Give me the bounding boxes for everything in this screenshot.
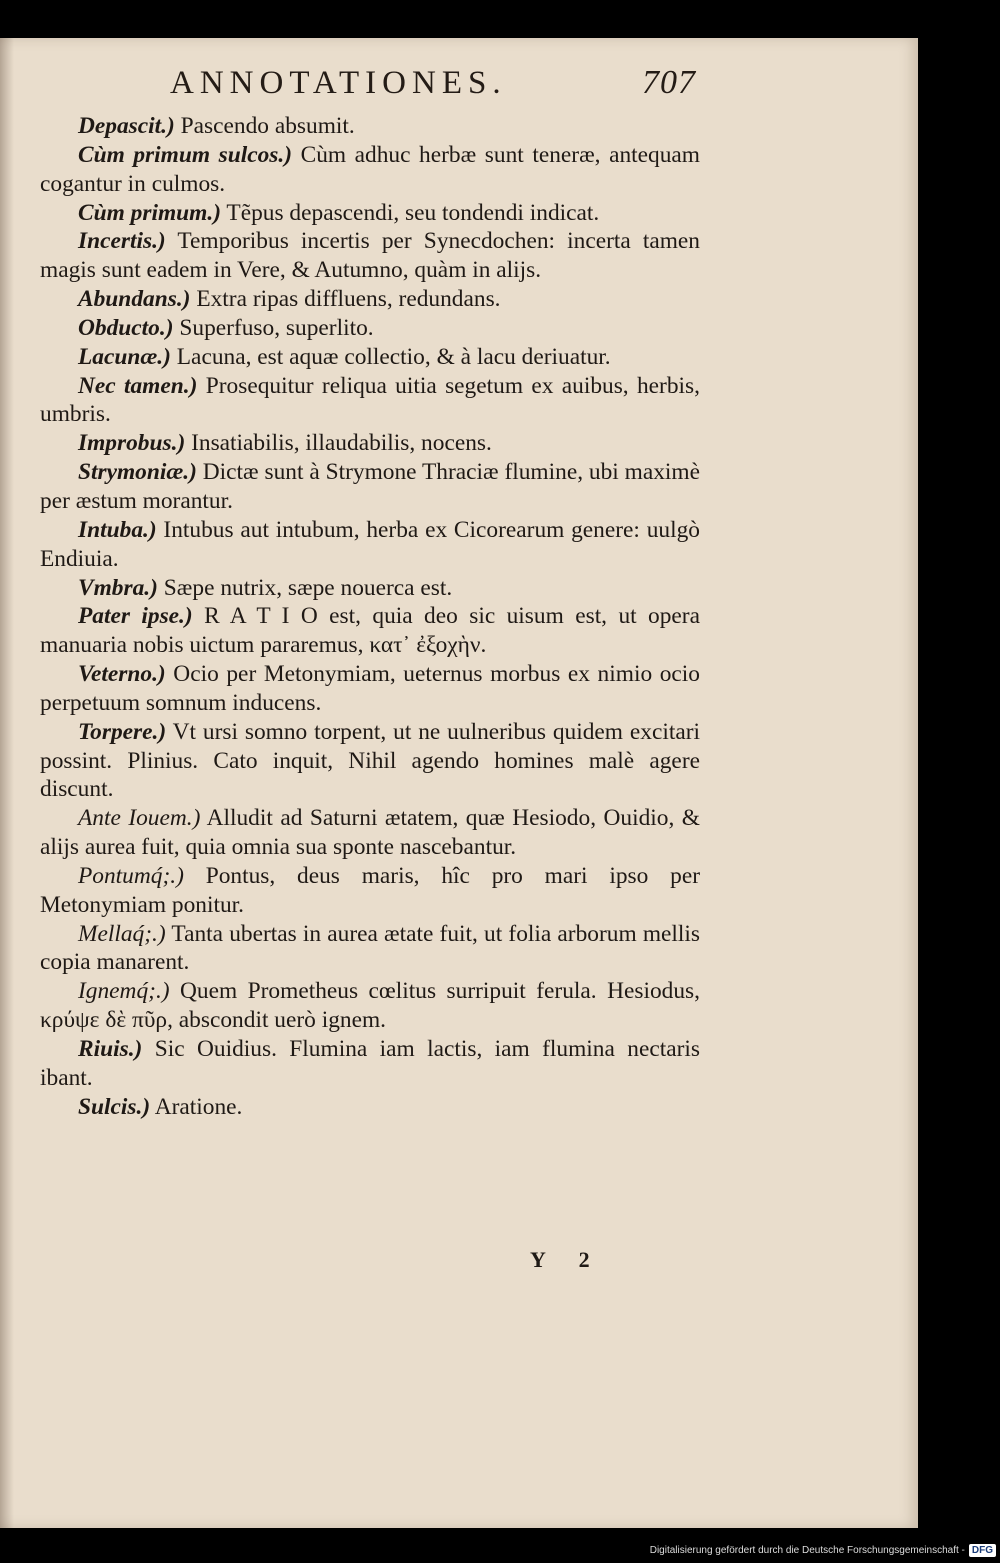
gloss: Tanta ubertas in aurea ætate fuit, ut folia arborum mellis copia manarent. [40,920,700,976]
annotation-entry [40,227,700,285]
running-head [170,64,696,102]
gloss: Quem Prometheus cœlitus surripuit ferula. Hesiodus, κρύψε δὲ πῦρ, abscondit uerò ignem. [40,978,700,1034]
lemma: Incertis.) [78,228,166,255]
dfg-logo: DFG [969,1544,996,1557]
gloss: Dictæ sunt à Strymone Thraciæ flumine, ubi maximè per æstum morantur. [40,459,700,514]
gloss: Sæpe nutrix, sæpe nouerca est. [157,574,453,601]
annotation-entry [40,458,700,516]
annotation-entry [40,804,700,862]
lemma: Vmbra.) [78,574,158,601]
signature-mark: Y 2 [530,1247,604,1272]
gloss: Prosequitur reliqua uitia segetum ex auibus, herbis, umbris. [40,372,700,428]
book-page [0,38,918,1528]
gloss: Alludit ad Saturni ætatem, quæ Hesiodo, Ouidio, & alijs aurea fuit, quia omnia sua sponte nascebantur. [40,805,700,861]
lemma: Torpere.) [78,718,167,745]
annotation-entry [40,141,700,199]
annotation-entry [40,112,700,141]
gloss: R A T I O est, quia deo sic uisum est, ut opera manuaria nobis uictum pararemus, κατ᾽ ἐξοχὴν. [40,603,700,659]
annotation-entry [40,574,700,603]
running-head-title: ANNOTATIONES. [170,65,507,101]
annotation-entry [40,314,700,343]
gloss: Intubus aut intubum, herba ex Cicorearum genere: uulgò Endiuia. [40,516,700,572]
annotation-entry [40,343,700,372]
lemma: Obducto.) [78,314,174,341]
lemma: Depascit.) [78,113,175,139]
gloss: Aratione. [150,1093,243,1120]
annotation-entry [40,920,700,978]
lemma: Ante Iouem.) [78,805,201,832]
footer-credit: Digitalisierung gefördert durch die Deutsche Forschungsgemeinschaft - [649,1545,965,1556]
lemma: Sulcis.) [78,1093,151,1120]
lemma: Ignemq́;.) [78,978,170,1005]
gloss: Ocio per Metonymiam, ueternus morbus ex nimio ocio perpetuum somnum inducens. [40,661,700,716]
gloss: Superfuso, superlito. [173,314,374,341]
annotation-text-block [40,112,700,1122]
digitization-footer [650,1544,996,1557]
annotation-entry [40,718,700,805]
annotation-entry [40,199,700,228]
gloss: Tẽpus depascendi, seu tondendi indicat. [220,199,600,226]
gloss: Cùm adhuc herbæ sunt teneræ, antequam cogantur in culmos. [40,141,701,197]
gloss: Pascendo absumit. [174,113,355,139]
lemma: Abundans.) [78,286,191,313]
annotation-entry [40,660,700,718]
gloss: Lacuna, est aquæ collectio, & à lacu deriuatur. [170,343,611,370]
gloss: Sic Ouidius. Flumina iam lactis, iam flumina nectaris ibant. [40,1036,700,1091]
lemma: Pontumq́;.) [78,862,184,889]
spine-shadow [0,38,14,1528]
gloss: Pontus, deus maris, hîc pro mari ipso per Metonymiam ponitur. [40,862,700,918]
lemma: Cùm primum sulcos.) [78,141,293,168]
lemma: Improbus.) [78,430,186,457]
lemma: Veterno.) [78,661,166,688]
annotation-entry [40,285,700,314]
page-number: 707 [642,64,696,101]
annotation-entry [40,1093,700,1122]
annotation-entry [40,977,700,1035]
lemma: Mellaq́;.) [78,920,166,947]
gloss: Extra ripas diffluens, redundans. [190,286,501,313]
gloss: Vt ursi somno torpent, ut ne uulneribus quidem excitari possint. Plinius. Cato inquit, Nihil agendo homines malè agere discunt. [40,718,700,803]
gloss: Temporibus incertis per Synecdochen: incerta tamen magis sunt eadem in Vere, & Autumno, quàm in alijs. [40,228,700,284]
lemma: Nec tamen.) [78,372,198,399]
lemma: Strymoniæ.) [78,459,197,486]
annotation-entry [40,429,700,458]
lemma: Pater ipse.) [78,603,193,630]
lemma: Lacunæ.) [78,343,171,370]
annotation-entry [40,602,700,660]
lemma: Cùm primum.) [78,199,221,226]
gloss: Insatiabilis, illaudabilis, nocens. [185,430,492,457]
lemma: Riuis.) [78,1036,143,1062]
annotation-entry [40,862,700,920]
annotation-entry [40,1035,700,1093]
annotation-entry [40,372,700,430]
annotation-entry [40,516,700,574]
lemma: Intuba.) [78,516,157,543]
